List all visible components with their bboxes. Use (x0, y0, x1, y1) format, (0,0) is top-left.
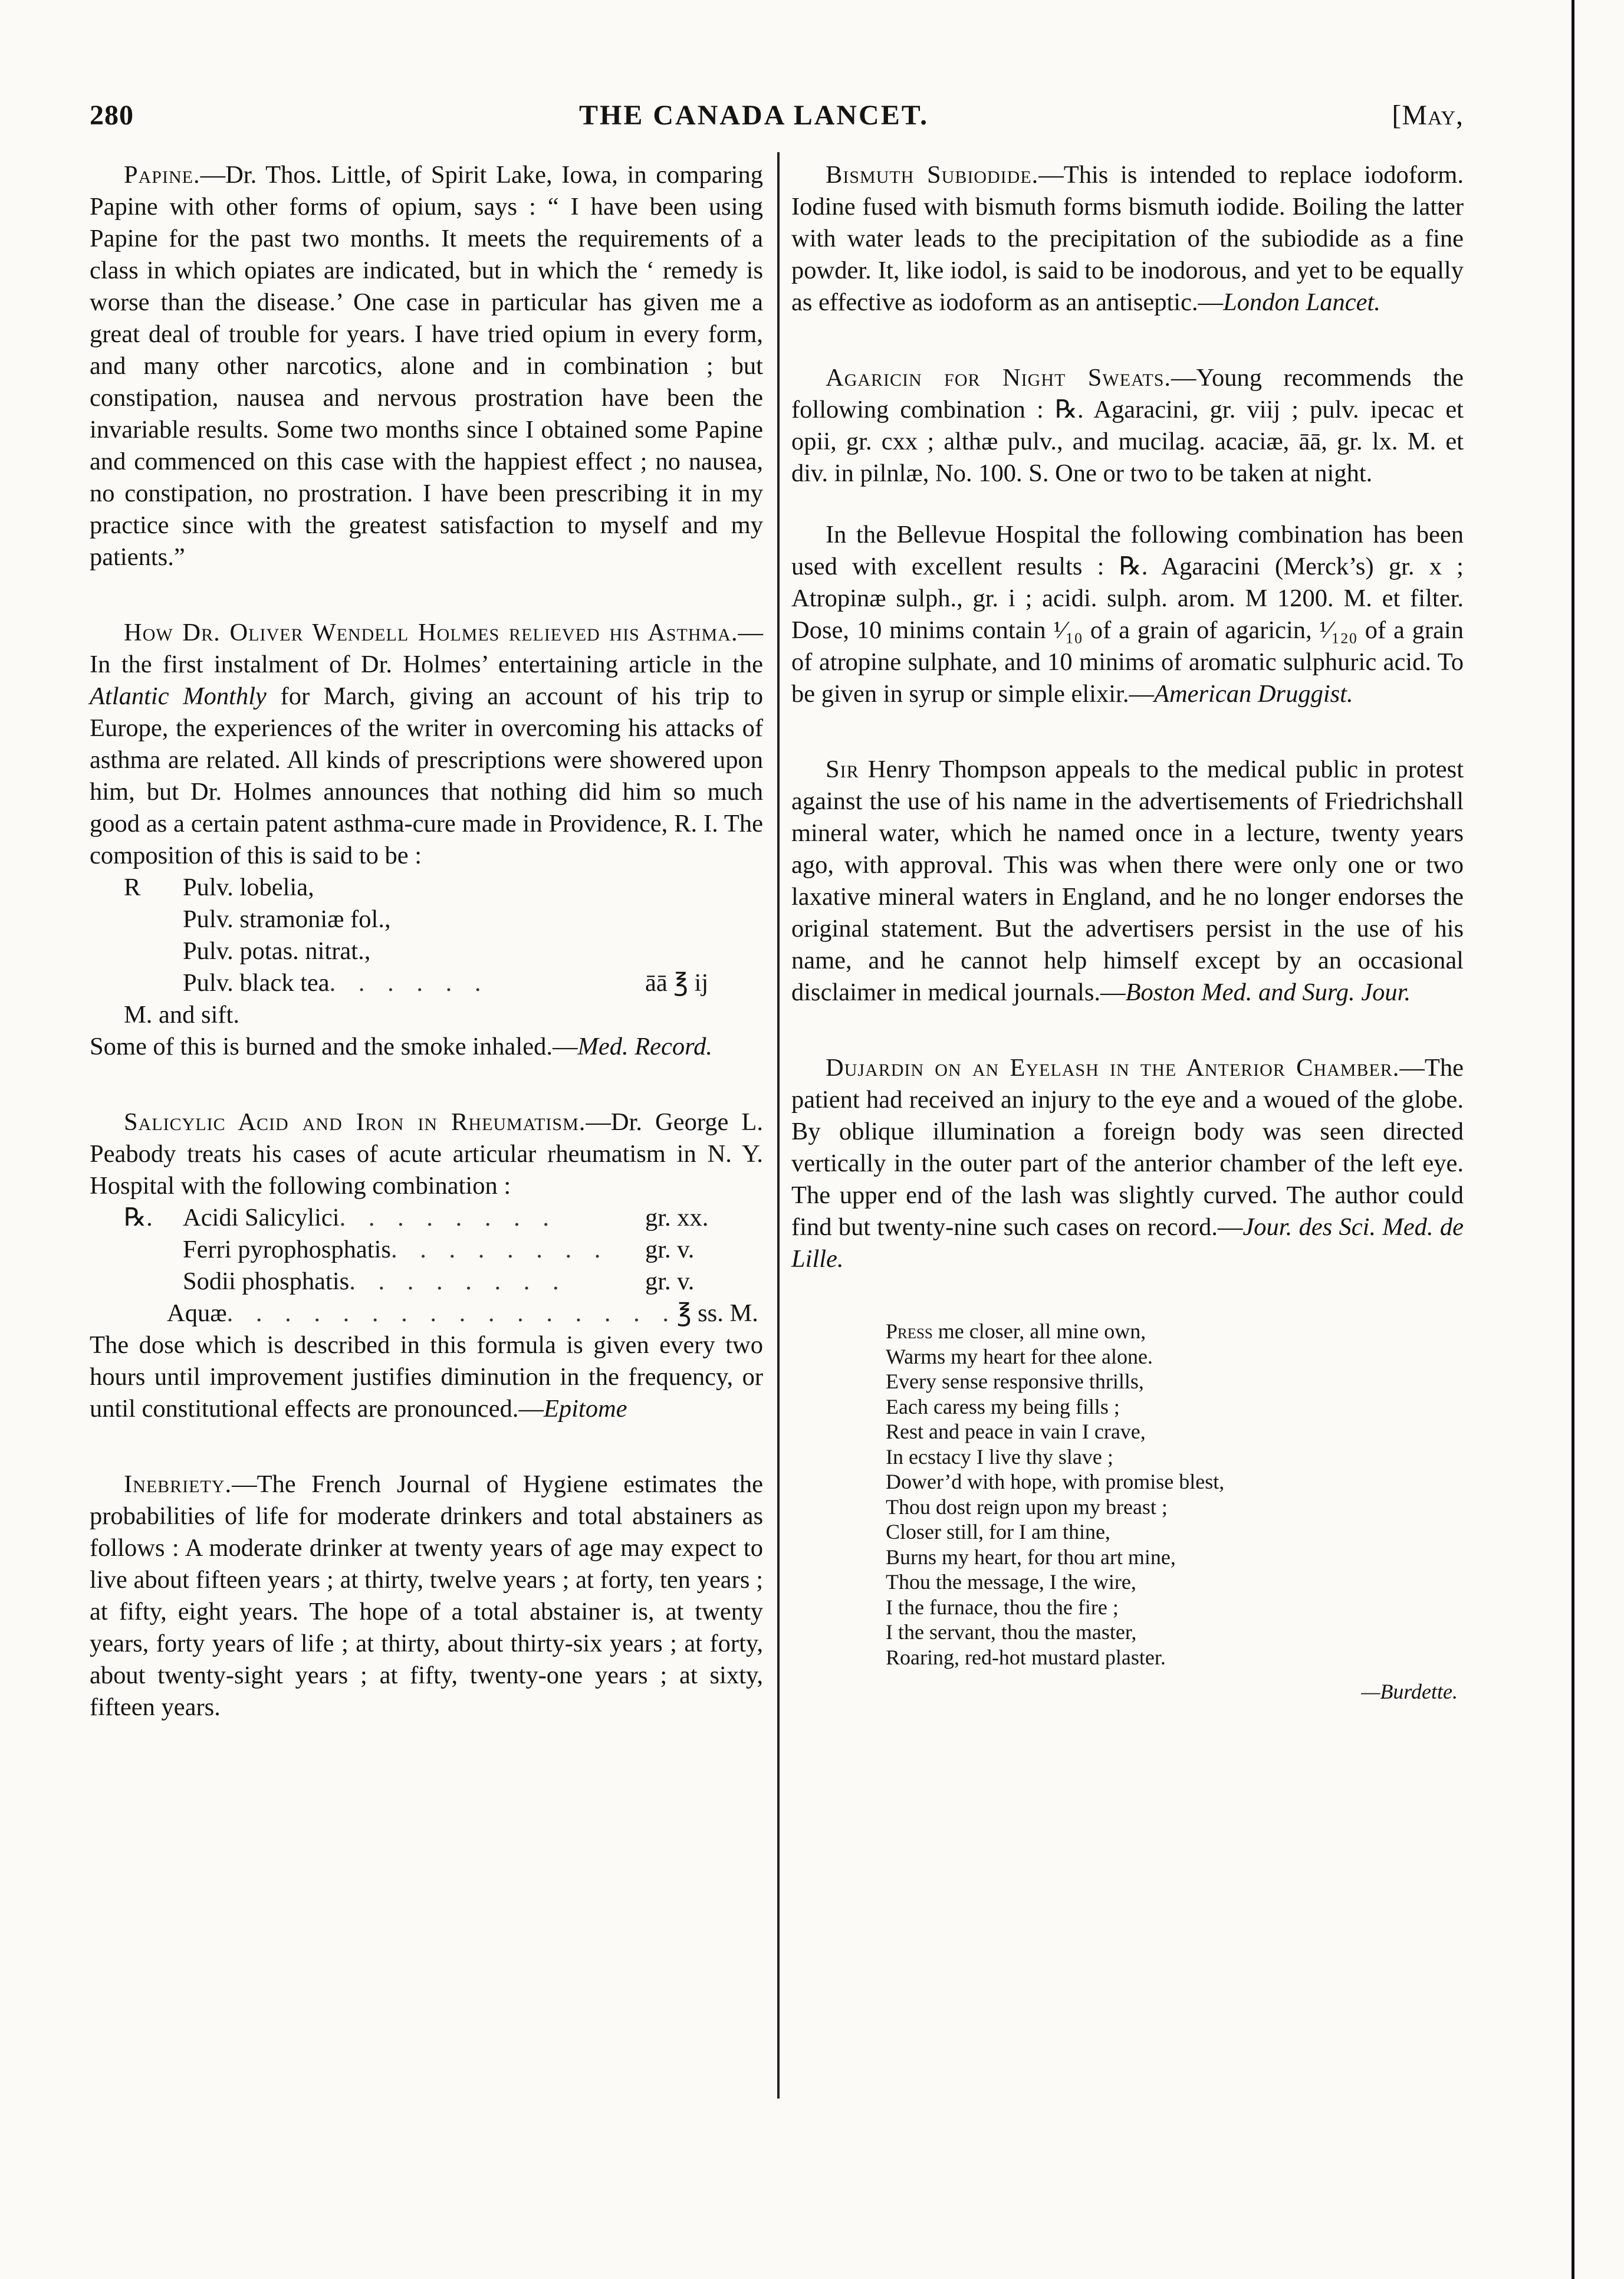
poem-line: I the servant, thou the master, (886, 1620, 1137, 1644)
article-heading: How Dr. Oliver Wendell Holmes relieved his Asthma. (124, 619, 738, 646)
article-bismuth-subiodide (791, 159, 1464, 318)
dose: āā ℥ ij (645, 969, 709, 997)
dose: ℥ ss. M. (676, 1299, 758, 1327)
article-inebriety (90, 1469, 763, 1723)
article-body: —Young recommends the following combination : ℞. Agaracini, gr. viij ; pulv. ipecac et opii, gr. cxx ; althæ pulv., and mucilag. acaciæ, āā, gr. lx. M. et div. in pilnlæ, No. 100. S. One or two to be taken at night. (791, 364, 1464, 487)
ingredient: Pulv. potas. nitrat., (183, 937, 371, 965)
article-source: London Lancet. (1223, 288, 1380, 316)
column-divider (777, 152, 780, 2099)
article-source: American Druggist. (1153, 680, 1353, 708)
magazine-title: Atlantic Monthly (90, 682, 267, 710)
ingredient: Ferri pyrophosphatis (183, 1236, 391, 1263)
journal-title: THE CANADA LANCET. (579, 100, 929, 131)
poem-line: Closer still, for I am thine, (886, 1520, 1110, 1544)
article-body: —Dr. George L. Peabody treats his cases of acute articular rheumatism in N. Y. Hospital with the following combination : (90, 1108, 764, 1200)
article-heading: Salicylic Acid and Iron in Rheumatism. (124, 1108, 586, 1136)
article-body: —In the first instalment of Dr. Holmes’ entertaining article in the (90, 619, 763, 678)
article-body: Henry Thompson appeals to the medical public in protest against the use of his name in the advertisements of Friedrichshall mineral water, which he named once in a lecture, twenty years ago, with approval. This was when there were only one or two laxative mineral waters in England, and he no longer endorses the original statement. But the advertisers persist in the use of his name, and he cannot help himself except by an occasional disclaimer in medical journals.— (791, 756, 1464, 1006)
dose: gr. xx. (645, 1204, 709, 1232)
article-source: Boston Med. and Surg. Jour. (1125, 978, 1411, 1006)
poem-line: Thou the message, I the wire, (886, 1570, 1136, 1594)
poem-line: Rest and peace in vain I crave, (886, 1420, 1146, 1443)
article-closing: Some of this is burned and the smoke inhaled.— (90, 1033, 578, 1060)
poem-line: I the furnace, thou the fire ; (886, 1595, 1119, 1619)
prescription-row (90, 935, 763, 967)
leader-dots: . . . . . . . . . . . . . . . . (226, 1299, 677, 1327)
page-number: 280 (90, 100, 134, 131)
article-heading: Dujardin on an Eyelash in the Anterior Chamber. (826, 1054, 1400, 1082)
ingredient: Acidi Salicylici (183, 1204, 340, 1232)
ingredient: Sodii phosphatis (183, 1267, 350, 1295)
issue-month (1392, 99, 1464, 132)
article-henry-thompson (791, 754, 1464, 1009)
article-bellevue-hospital (791, 519, 1464, 710)
ingredient: Aquæ (167, 1299, 227, 1327)
article-body: —The patient had received an injury to the eye and a woued of the globe. By oblique illumination a foreign body was seen directed vertically in the outer part of the anterior chamber of the left eye. The upper end of the lash was slightly curved. The author could find but twenty-nine such cases on record.— (791, 1054, 1464, 1241)
article-source: Med. Record. (577, 1033, 712, 1060)
article-heading: Inebriety. (124, 1470, 232, 1498)
article-body: —The French Journal of Hygiene estimates the probabilities of life for moderate drinkers and total abstainers as follows : A moderate drinker at twenty years of age may expect to live about fifteen years ; at thirty, twelve years ; at forty, ten years ; at fifty, eight years. The hope of a total abstainer is, at twenty years, forty years of life ; at thirty, about thirty-six years ; at forty, about twenty-sight years ; at fifty, twenty-one years ; at sixty, fifteen years. (90, 1470, 763, 1721)
poem-line: Roaring, red-hot mustard plaster. (886, 1645, 1166, 1669)
prescription-row (90, 872, 763, 904)
poem (886, 1319, 1464, 1670)
issue-month-text: [May, (1392, 100, 1464, 131)
article-heading: Papine. (124, 161, 200, 189)
poem-first-line-rest: me closer, all mine own, (932, 1319, 1146, 1343)
article-holmes-asthma (90, 617, 763, 1063)
recipe-symbol: ℞. (124, 1204, 153, 1232)
leader-dots: . . . . . . . . (349, 1267, 567, 1295)
poem-line: Burns my heart, for thou art mine, (886, 1545, 1176, 1569)
prescription-row (90, 1234, 763, 1266)
poem-line: Each caress my being fills ; (886, 1394, 1120, 1418)
leader-dots: . . . . . . . . (339, 1204, 557, 1232)
article-body: In the Bellevue Hospital the following combination has been used with excellent results : ℞. Agaracini (Merck’s) gr. x ; Atropinæ sulph., gr. i ; acidi. sulph. arom. M 1200. M. et filter. Dose, 10 minims contain ¹⁄₁₀ of a grain of agaricin, ¹⁄₁₂₀ of a grain of atropine sulphate, and 10 minims of aromatic sulphuric acid. To be given in syrup or simple elixir.— (791, 521, 1464, 708)
page-edge-line (1572, 0, 1574, 2279)
prescription-row (90, 1266, 763, 1298)
poem-line: Every sense responsive thrills, (886, 1370, 1144, 1393)
prescription-list (90, 872, 763, 999)
poem-first-word: Press (886, 1319, 933, 1343)
poem-line: In ecstacy I live thy slave ; (886, 1444, 1113, 1469)
left-column (90, 159, 763, 1767)
poem-author: —Burdette. (1361, 1680, 1458, 1703)
ingredient: Pulv. black tea (183, 969, 330, 997)
prescription-row (90, 904, 763, 935)
article-source: Epitome (543, 1395, 627, 1423)
article-agaricin (791, 362, 1464, 490)
article-heading: Bismuth Subiodide. (826, 161, 1039, 189)
poem-line: Warms my heart for thee alone. (886, 1344, 1153, 1368)
prescription-list (90, 1202, 763, 1329)
article-papine (90, 159, 763, 573)
poem-line (886, 1319, 1464, 1344)
article-dujardin-eyelash (791, 1052, 1464, 1275)
recipe-symbol: R (124, 873, 141, 901)
prescription-row (90, 967, 763, 999)
dose: gr. v. (645, 1236, 695, 1263)
prescription-row (90, 1298, 763, 1329)
leader-dots: . . . . . . . . (390, 1236, 609, 1263)
article-body: —Dr. Thos. Little, of Spirit Lake, Iowa, in comparing Papine with other forms of opium, says : “ I have been using Papine for the past two months. It meets the requirements of a class in which opiates are indicated, but in which the ‘ remedy is worse than the disease.’ One case in particular has given me a great deal of trouble for years. I have tried opium in every form, and many other narcotics, alone and in combination ; but constipation, nausea and nervous prostration have been the invariable results. Some two months since I obtained some Papine and commenced on this case with the happiest effect ; no nausea, no constipation, no prostration. I have been prescribing it in my practice since with the greatest satisfaction to myself and my patients.” (90, 161, 763, 571)
leader-dots: . . . . . . (329, 969, 489, 997)
article-salicylic-acid (90, 1106, 763, 1425)
prescription-direction: M. and sift. (124, 1001, 239, 1029)
dose: gr. v. (645, 1267, 695, 1295)
ingredient: Pulv. lobelia, (183, 873, 314, 901)
article-body: —This is intended to replace iodoform. Iodine fused with bismuth forms bismuth iodide. Boiling the latter with water leads to the precipitation of the subiodide as a fine powder. It, like iodol, is said to be inodorous, and yet to be equally as effective as iodoform as an antiseptic.— (791, 161, 1464, 316)
running-header (90, 99, 1464, 140)
right-column (791, 159, 1464, 1707)
article-body-continued: for March, giving an account of his trip to Europe, the experiences of the writer in overcoming his attacks of asthma are related. All kinds of prescriptions were showered upon him, but Dr. Holmes announces that nothing did him so much good as a certain patent asthma-cure made in Providence, R. I. The composition of this is said to be : (90, 682, 763, 869)
article-closing: The dose which is described in this formula is given every two hours until improvement justifies diminution in the frequency, or until constitutional effects are pronounced.— (90, 1331, 763, 1423)
poem-line: Thou dost reign upon my breast ; (886, 1495, 1168, 1519)
ingredient: Pulv. stramoniæ fol., (183, 905, 391, 933)
article-heading: Agaricin for Night Sweats. (826, 364, 1172, 392)
poem-line: Dower’d with hope, with promise blest, (886, 1470, 1225, 1493)
article-heading: Sir (826, 756, 859, 783)
article-source: Jour. des Sci. Med. de Lille. (791, 1213, 1464, 1273)
prescription-row (90, 1202, 763, 1234)
